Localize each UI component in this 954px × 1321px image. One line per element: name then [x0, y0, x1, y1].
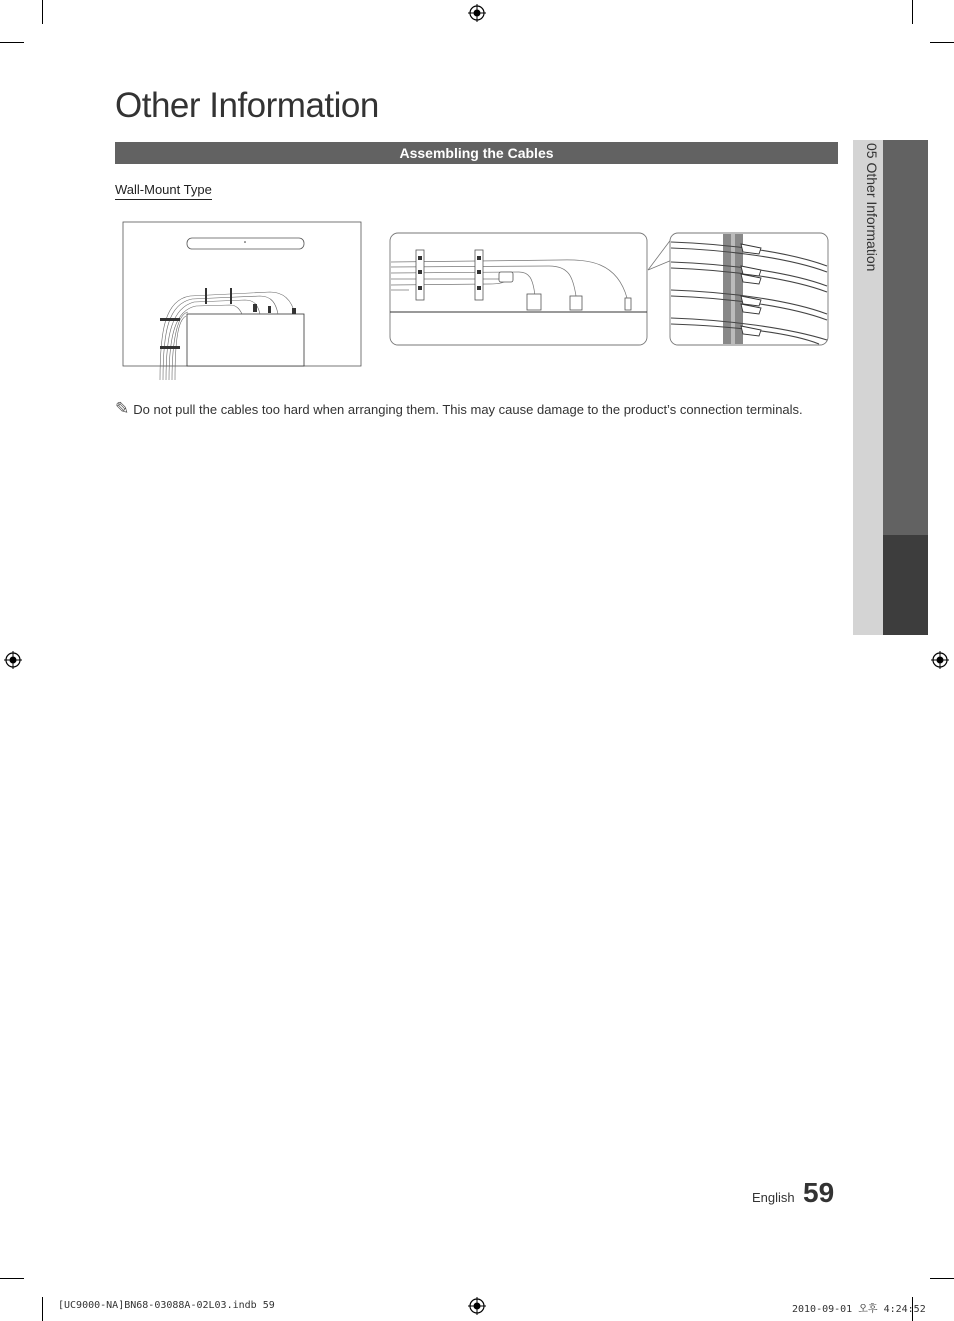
crop-mark — [930, 42, 954, 43]
chapter-tab-active-marker — [883, 535, 928, 635]
registration-mark-icon — [468, 4, 486, 22]
page-title: Other Information — [115, 86, 379, 125]
page-number: 59 — [803, 1177, 835, 1208]
registration-mark-icon — [468, 1297, 486, 1315]
registration-mark-icon — [4, 651, 22, 669]
caution-note — [115, 399, 803, 419]
chapter-tab-text: 05 Other Information — [864, 143, 880, 272]
registration-mark-icon — [931, 651, 949, 669]
chapter-tab-dark-band — [883, 140, 928, 535]
crop-mark — [42, 0, 43, 24]
section-header: Assembling the Cables — [115, 142, 838, 164]
subheading: Wall-Mount Type — [115, 182, 212, 200]
print-file-info: [UC9000-NA]BN68-03088A-02L03.indb 59 — [58, 1300, 275, 1311]
crop-mark — [912, 0, 913, 24]
cable-clip-zoom-illustration — [669, 232, 831, 348]
crop-mark — [0, 42, 24, 43]
chapter-tab-label — [852, 143, 884, 443]
footer-language: English — [752, 1190, 795, 1205]
pencil-icon: ✎ — [115, 399, 130, 418]
tv-back-cable-illustration — [120, 220, 365, 380]
crop-mark — [930, 1278, 954, 1279]
crop-mark — [42, 1297, 43, 1321]
cable-holder-closeup-illustration — [389, 232, 649, 348]
crop-mark — [0, 1278, 24, 1279]
print-timestamp: 2010-09-01 오후 4:24:52 — [792, 1304, 926, 1315]
note-text: Do not pull the cables too hard when arranging them. This may cause damage to the product’s connection terminals. — [133, 402, 803, 417]
